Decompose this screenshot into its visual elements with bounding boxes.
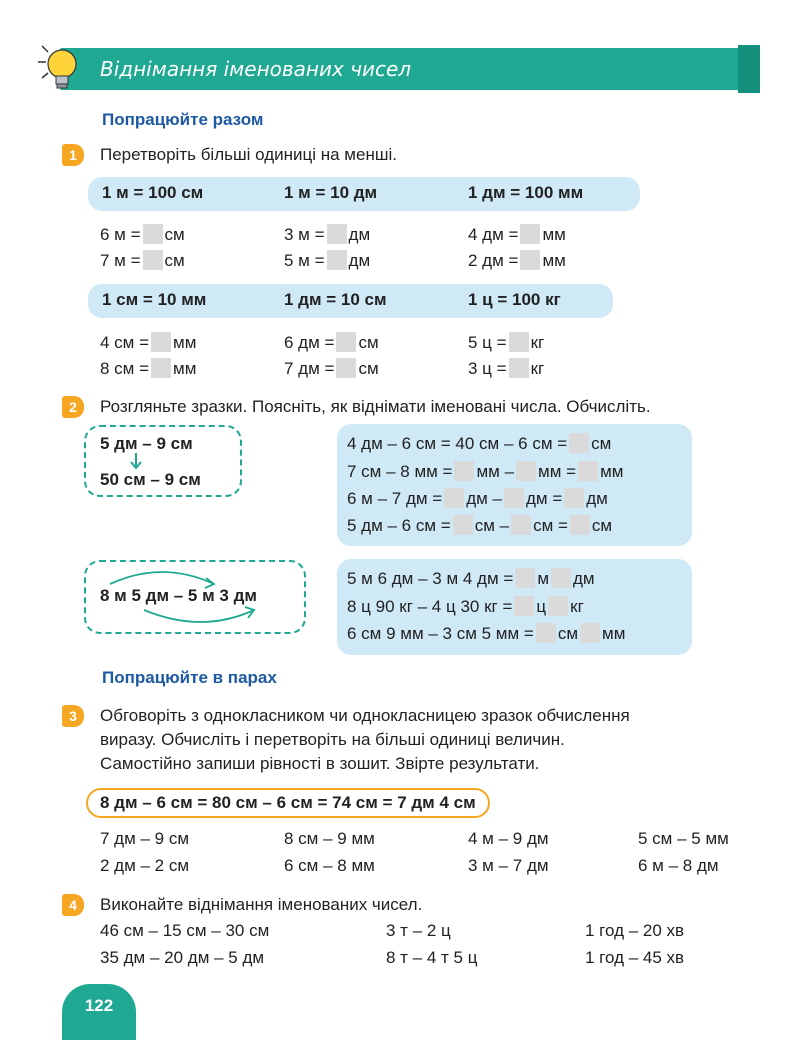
rules-bar: [88, 177, 640, 211]
exercise: 5 см – 5 мм: [638, 829, 729, 848]
rule: 1 дм = 100 мм: [468, 183, 584, 202]
answer-box[interactable]: [578, 461, 598, 481]
panel-line: 6 см 9 мм – 3 см 5 мм = см мм: [347, 624, 626, 643]
exercise-panel: [337, 559, 692, 655]
panel-line: 4 дм – 6 см = 40 см – 6 см = см: [347, 434, 612, 453]
answer-box[interactable]: [327, 224, 347, 244]
exercise: 8 см = мм: [100, 359, 197, 378]
exercise: 4 дм = мм: [468, 225, 566, 244]
answer-box[interactable]: [151, 358, 171, 378]
exercise: 5 м = дм: [284, 251, 371, 270]
panel-line: 8 ц 90 кг – 4 ц 30 кг = ц кг: [347, 597, 584, 616]
exercise: 1 год – 45 хв: [585, 948, 685, 967]
answer-box[interactable]: [516, 461, 536, 481]
task-number-badge: 1: [62, 144, 84, 166]
exercise: 1 год – 20 хв: [585, 921, 685, 940]
exercise: 2 дм = мм: [468, 251, 566, 270]
task-number-badge: 3: [62, 705, 84, 727]
answer-box[interactable]: [569, 433, 589, 453]
rule: 1 м = 100 см: [102, 183, 204, 202]
banner-title: Віднімання іменованих чисел: [100, 57, 412, 81]
exercise: 6 м = см: [100, 225, 185, 244]
exercise: 3 м = дм: [284, 225, 371, 244]
answer-box[interactable]: [327, 250, 347, 270]
exercise: 8 см – 9 мм: [284, 829, 375, 848]
answer-box[interactable]: [514, 596, 534, 616]
answer-box[interactable]: [520, 250, 540, 270]
answer-box[interactable]: [515, 568, 535, 588]
page-number: 122: [62, 984, 136, 1040]
answer-box[interactable]: [536, 623, 556, 643]
panel-line: 6 м – 7 дм = дм – дм = дм: [347, 489, 608, 508]
answer-box[interactable]: [564, 488, 584, 508]
exercise: 2 дм – 2 см: [100, 856, 190, 875]
panel-line: 5 дм – 6 см = см – см = см: [347, 516, 613, 535]
answer-box[interactable]: [143, 224, 163, 244]
exercise: 35 дм – 20 дм – 5 дм: [100, 948, 265, 967]
exercise: 46 см – 15 см – 30 см: [100, 921, 270, 940]
task-number-badge: 4: [62, 894, 84, 916]
sample-line: 8 м 5 дм – 5 м 3 дм: [100, 586, 257, 605]
banner-side: [738, 45, 760, 93]
answer-box[interactable]: [151, 332, 171, 352]
exercise: 3 т – 2 ц: [386, 921, 451, 940]
exercise: 4 м – 9 дм: [468, 829, 549, 848]
arrow-down-icon: [128, 452, 144, 472]
answer-box[interactable]: [551, 568, 571, 588]
answer-box[interactable]: [336, 358, 356, 378]
exercise: 6 см – 8 мм: [284, 856, 375, 875]
answer-box[interactable]: [570, 515, 590, 535]
rule: 1 см = 10 мм: [102, 290, 207, 309]
answer-box[interactable]: [143, 250, 163, 270]
answer-box[interactable]: [520, 224, 540, 244]
panel-line: 5 м 6 дм – 3 м 4 дм = м дм: [347, 569, 595, 588]
answer-box[interactable]: [548, 596, 568, 616]
rule: 1 дм = 10 см: [284, 290, 387, 309]
exercise: 3 ц = кг: [468, 359, 545, 378]
task4-instruction: Виконайте віднімання іменованих чисел.: [100, 895, 423, 914]
answer-box[interactable]: [504, 488, 524, 508]
answer-box[interactable]: [580, 623, 600, 643]
section-heading-together: Попрацюйте разом: [102, 110, 264, 129]
answer-box[interactable]: [454, 461, 474, 481]
task3-instruction-line: Самостійно запиши рівності в зошит. Звірте результати.: [100, 754, 540, 773]
sample-equation: 8 дм – 6 см = 80 см – 6 см = 74 см = 7 дм 4 см: [86, 788, 490, 818]
exercise: 8 т – 4 т 5 ц: [386, 948, 478, 967]
answer-box[interactable]: [509, 358, 529, 378]
sample-line: 5 дм – 9 см: [100, 434, 193, 453]
answer-box[interactable]: [336, 332, 356, 352]
answer-box[interactable]: [511, 515, 531, 535]
answer-box[interactable]: [453, 515, 473, 535]
task-number-badge: 2: [62, 396, 84, 418]
exercise-panel: [337, 424, 692, 546]
rules-bar: [88, 284, 613, 318]
exercise: 6 м – 8 дм: [638, 856, 719, 875]
task3-instruction-line: виразу. Обчисліть і перетворіть на більші одиниці величин.: [100, 730, 565, 749]
task1-instruction: Перетворіть більші одиниці на менші.: [100, 145, 397, 164]
task3-instruction-line: Обговоріть з однокласником чи однокласницею зразок обчислення: [100, 706, 630, 725]
section-banner: [60, 45, 760, 93]
task2-instruction: Розгляньте зразки. Поясніть, як віднімати іменовані числа. Обчисліть.: [100, 397, 651, 416]
section-heading-pairs: Попрацюйте в парах: [102, 668, 277, 687]
exercise: 5 ц = кг: [468, 333, 545, 352]
panel-line: 7 см – 8 мм = мм – мм = мм: [347, 462, 624, 481]
exercise: 6 дм = см: [284, 333, 379, 352]
exercise: 7 дм = см: [284, 359, 379, 378]
exercise: 7 м = см: [100, 251, 185, 270]
answer-box[interactable]: [444, 488, 464, 508]
sample-line: 50 см – 9 см: [100, 470, 201, 489]
lightbulb-icon: [38, 40, 80, 96]
answer-box[interactable]: [509, 332, 529, 352]
exercise: 3 м – 7 дм: [468, 856, 549, 875]
rule: 1 ц = 100 кг: [468, 290, 561, 309]
exercise: 7 дм – 9 см: [100, 829, 190, 848]
rule: 1 м = 10 дм: [284, 183, 378, 202]
exercise: 4 см = мм: [100, 333, 197, 352]
